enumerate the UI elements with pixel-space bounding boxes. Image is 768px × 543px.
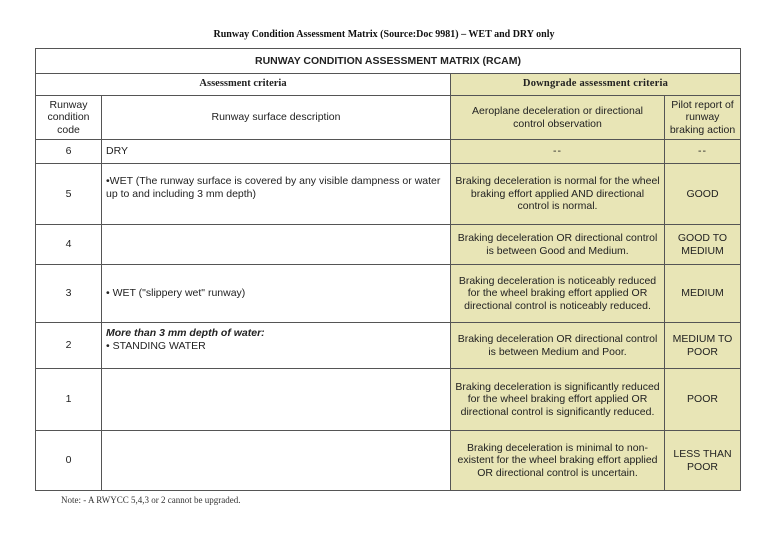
pilot-braking-report: GOOD TO MEDIUM [665, 225, 741, 265]
surface-description [102, 323, 451, 369]
pilot-braking-report: LESS THAN POOR [665, 431, 741, 491]
runway-code: 3 [36, 265, 102, 323]
table-row [36, 323, 741, 369]
deceleration-observation: Braking deceleration is noticeably reduced for the wheel braking effort applied OR directional control is noticeably reduced. [451, 265, 665, 323]
rcam-table [35, 48, 741, 491]
surface-description-text: •WET (The runway surface is covered by any visible dampness or water up to and including 3 mm depth) [106, 175, 441, 200]
table-row [36, 164, 741, 225]
surface-description [102, 225, 451, 265]
deceleration-observation: -- [451, 140, 665, 164]
surface-column-header: Runway surface description [102, 96, 451, 140]
page-title: Runway Condition Assessment Matrix (Source:Doc 9981) – WET and DRY only [213, 29, 555, 40]
table-row [36, 431, 741, 491]
runway-code: 6 [36, 140, 102, 164]
runway-code: 2 [36, 323, 102, 369]
surface-description [102, 431, 451, 491]
pilot-report-column-header: Pilot report of runway braking action [665, 96, 741, 140]
deceleration-observation: Braking deceleration is normal for the wheel braking effort applied AND directional control is normal. [451, 164, 665, 225]
pilot-braking-report: GOOD [665, 164, 741, 225]
table-row [36, 225, 741, 265]
deceleration-observation: Braking deceleration is minimal to non-existent for the wheel braking effort applied OR directional control is uncertain. [451, 431, 665, 491]
table-row [36, 140, 741, 164]
observation-column-header: Aeroplane deceleration or directional control observation [451, 96, 665, 140]
pilot-braking-report: -- [665, 140, 741, 164]
runway-code: 5 [36, 164, 102, 225]
surface-description [102, 369, 451, 431]
footnote: Note: - A RWYCC 5,4,3 or 2 cannot be upgraded. [61, 495, 241, 505]
runway-code: 1 [36, 369, 102, 431]
pilot-braking-report: POOR [665, 369, 741, 431]
pilot-braking-report: MEDIUM [665, 265, 741, 323]
surface-description-bold: More than 3 mm depth of water: [106, 327, 265, 339]
pilot-braking-report: MEDIUM TO POOR [665, 323, 741, 369]
table-row [36, 369, 741, 431]
downgrade-criteria-heading: Downgrade assessment criteria [451, 74, 741, 96]
surface-description [102, 164, 451, 225]
deceleration-observation: Braking deceleration is significantly reduced for the wheel braking effort applied OR directional control is significantly reduced. [451, 369, 665, 431]
surface-description-text: DRY [106, 145, 128, 158]
runway-code: 4 [36, 225, 102, 265]
surface-description [102, 265, 451, 323]
table-row [36, 265, 741, 323]
assessment-criteria-heading: Assessment criteria [36, 74, 451, 96]
surface-description-text: • STANDING WATER [106, 339, 206, 352]
runway-code: 0 [36, 431, 102, 491]
table-title: RUNWAY CONDITION ASSESSMENT MATRIX (RCAM) [36, 49, 741, 74]
surface-description-text: • WET ("slippery wet" runway) [106, 287, 246, 300]
surface-description [102, 140, 451, 164]
deceleration-observation: Braking deceleration OR directional control is between Medium and Poor. [451, 323, 665, 369]
code-column-header: Runway condition code [36, 96, 102, 140]
deceleration-observation: Braking deceleration OR directional control is between Good and Medium. [451, 225, 665, 265]
